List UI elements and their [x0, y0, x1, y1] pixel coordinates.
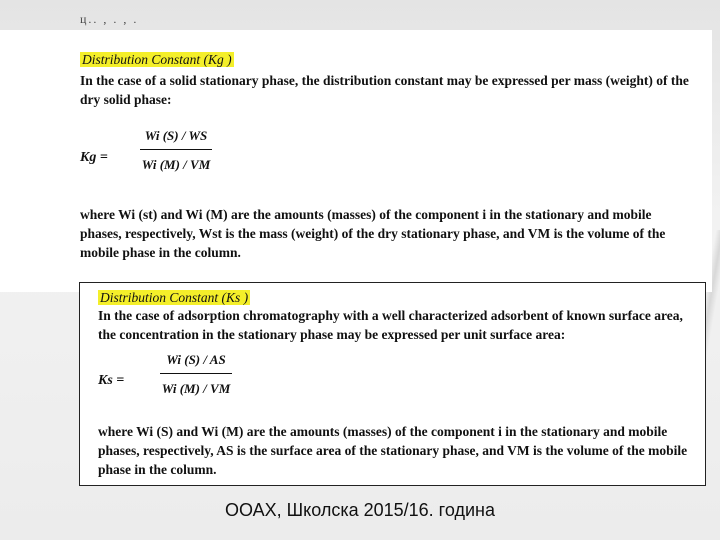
kg-numerator: Wi (S) / WS	[144, 128, 208, 143]
ks-title	[98, 288, 250, 307]
kg-where-text: where Wi (st) and Wi (M) are the amounts (masses) of the component i in the stationary and mobile phases, respectively, Wst is the mass (weight) of the dry stationary phase, and VM is the volume of the mobile phase in the column.	[80, 207, 666, 260]
ks-title-highlight: Distribution Constant (Ks )	[100, 290, 249, 305]
ks-intro: In the case of adsorption chromatography with a well characterized adsorbent of known surface area, the concentration in the stationary phase may be expressed per unit surface area:	[98, 308, 683, 342]
ks-where-text: where Wi (S) and Wi (M) are the amounts (masses) of the component i in the stationary and mobile phases, respectively, AS is the surface area of the stationary phase, and VM is the volume of the mobile phase in the column.	[98, 424, 688, 477]
ks-fraction	[160, 352, 232, 397]
kg-denominator: Wi (M) / VM	[141, 157, 211, 172]
kg-title	[80, 50, 234, 69]
kg-intro: In the case of a solid stationary phase, the distribution constant may be expressed per mass (weight) of the dry solid phase:	[80, 73, 689, 107]
kg-fraction	[140, 128, 212, 173]
kg-title-highlight: Distribution Constant (Kg )	[82, 52, 232, 67]
ks-equation-label: Ks =	[98, 373, 125, 388]
kg-equation-label: Kg =	[80, 150, 108, 165]
ks-numerator: Wi (S) / AS	[166, 352, 226, 367]
slide-footer: ООАХ, Школска 2015/16. година	[225, 500, 495, 520]
cropped-top-line: ц.. , . , .	[80, 12, 139, 26]
ks-denominator: Wi (M) / VM	[161, 381, 231, 396]
